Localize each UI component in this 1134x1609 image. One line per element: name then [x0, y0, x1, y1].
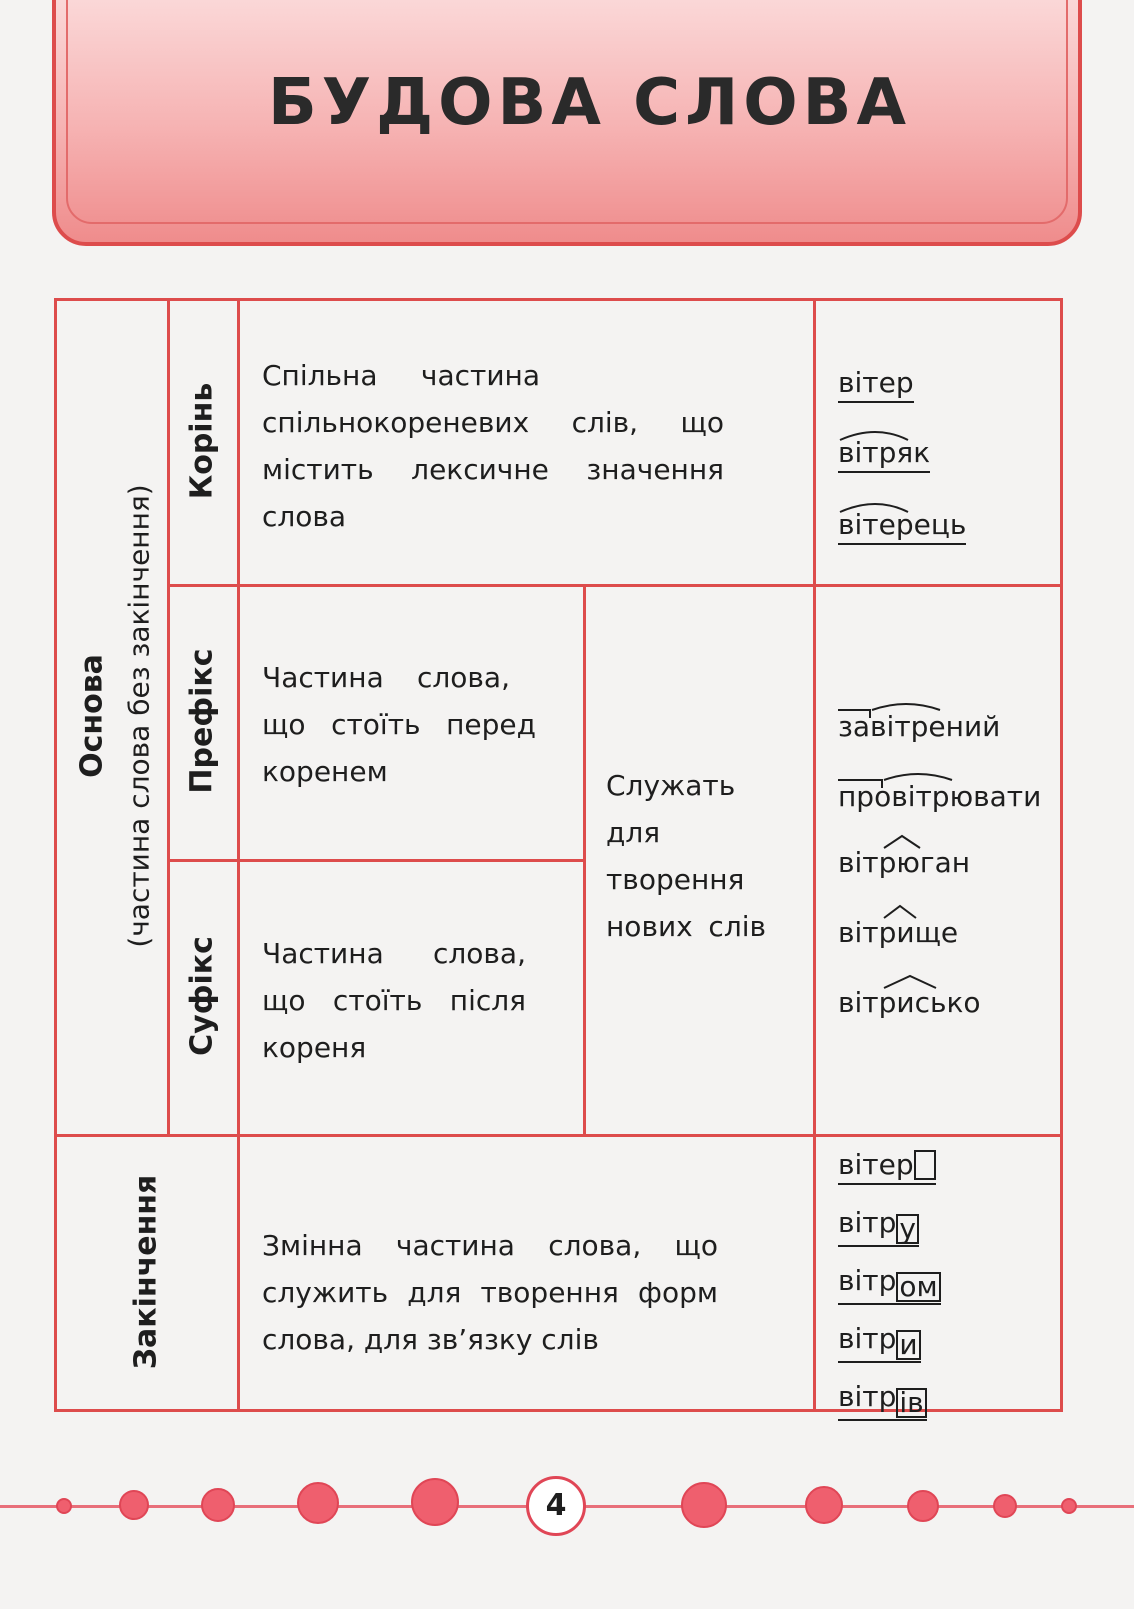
table-border-right: [1060, 298, 1063, 1412]
ending-example: [838, 1322, 921, 1363]
footer-dot: [907, 1490, 939, 1522]
prefix-example: завітрений: [838, 710, 1001, 743]
footer-dot: [119, 1490, 149, 1520]
footer-dot: [411, 1478, 459, 1526]
prefix-example: провітрювати: [838, 780, 1042, 813]
word-formation-note: [606, 762, 766, 950]
prefix-bracket: [838, 710, 870, 718]
table-divider-label: [237, 298, 240, 1412]
formation-line: для: [606, 816, 661, 849]
ending-stem: вітр: [838, 1380, 897, 1413]
table-row-line-3: [54, 1134, 1063, 1137]
footer-dot: [297, 1482, 339, 1524]
ending-box: у: [896, 1214, 919, 1244]
ending-box: ом: [896, 1272, 940, 1302]
ending-box: и: [896, 1330, 920, 1360]
ending-example: [838, 1380, 927, 1421]
root-description: [262, 352, 724, 540]
ending-line: служить для творення форм: [262, 1276, 718, 1309]
table-row-line-2: [167, 859, 583, 862]
prefix-marks: [836, 700, 1016, 820]
root-line: спільнокореневих слів, що: [262, 406, 724, 439]
prefix-description: [262, 654, 536, 795]
ending-label: Закінчення: [128, 1174, 164, 1370]
suffix-line: Частина слова,: [262, 937, 526, 970]
suffix-description: [262, 930, 526, 1071]
zero-ending-box: [914, 1150, 936, 1180]
root-example: вітряк: [838, 436, 930, 473]
table-divider-examples: [813, 298, 816, 1412]
ending-example: [838, 1206, 919, 1247]
root-arc: [872, 704, 940, 710]
table-border-top: [54, 298, 1063, 301]
prefix-bracket: [838, 780, 882, 788]
suffix-example: вітрище: [838, 916, 959, 949]
table-border-left: [54, 298, 57, 1412]
suffix-label: Суфікс: [184, 936, 220, 1056]
footer-dot: [681, 1482, 727, 1528]
prefix-line: що стоїть перед: [262, 708, 536, 741]
ending-stem: вітр: [838, 1206, 897, 1239]
table-row-line-1: [167, 584, 1063, 587]
ending-line: Змінна частина слова, що: [262, 1229, 718, 1262]
suffix-caret: [884, 836, 920, 848]
page-title: БУДОВА СЛОВА: [268, 66, 911, 140]
table-divider-osnova: [167, 298, 170, 1134]
suffix-example: вітрюган: [838, 846, 971, 879]
suffix-marks: [836, 832, 1016, 1032]
ending-example: [838, 1148, 936, 1185]
table-divider-function: [583, 584, 586, 1134]
suffix-line: кореня: [262, 1031, 367, 1064]
formation-line: нових слів: [606, 910, 766, 943]
ending-example: [838, 1264, 941, 1305]
ending-box: ів: [896, 1388, 926, 1418]
suffix-caret: [884, 906, 916, 918]
root-label: Корінь: [184, 382, 220, 500]
formation-line: творення: [606, 863, 745, 896]
root-line: Спільна частина: [262, 359, 540, 392]
footer-dot: [805, 1486, 843, 1524]
root-arc: [884, 774, 952, 780]
suffix-line: що стоїть після: [262, 984, 526, 1017]
osnova-label: Основа: [74, 654, 110, 778]
page-number: 4: [526, 1476, 586, 1536]
root-example: вітерець: [838, 508, 966, 545]
root-arc: [840, 504, 908, 512]
prefix-line: коренем: [262, 755, 388, 788]
prefix-label: Префікс: [184, 648, 220, 794]
ending-description: [262, 1222, 718, 1363]
footer-dot: [201, 1488, 235, 1522]
formation-line: Служать: [606, 769, 736, 802]
footer-dot: [993, 1494, 1017, 1518]
footer-dot: [1061, 1498, 1077, 1514]
root-line: містить лексичне значення: [262, 453, 724, 486]
ending-stem: вітр: [838, 1264, 897, 1297]
ending-stem: вітер: [838, 1148, 914, 1181]
prefix-line: Частина слова,: [262, 661, 510, 694]
suffix-caret: [884, 976, 936, 988]
footer-dot: [56, 1498, 72, 1514]
root-line: слова: [262, 500, 347, 533]
ending-stem: вітр: [838, 1322, 897, 1355]
root-example: вітер: [838, 366, 914, 403]
root-arc: [840, 432, 908, 440]
root-arc-marks: [836, 426, 956, 536]
suffix-example: вітрисько: [838, 986, 981, 1019]
osnova-note: (частина слова без закінчення): [122, 484, 156, 948]
ending-line: слова, для зв’язку слів: [262, 1323, 599, 1356]
